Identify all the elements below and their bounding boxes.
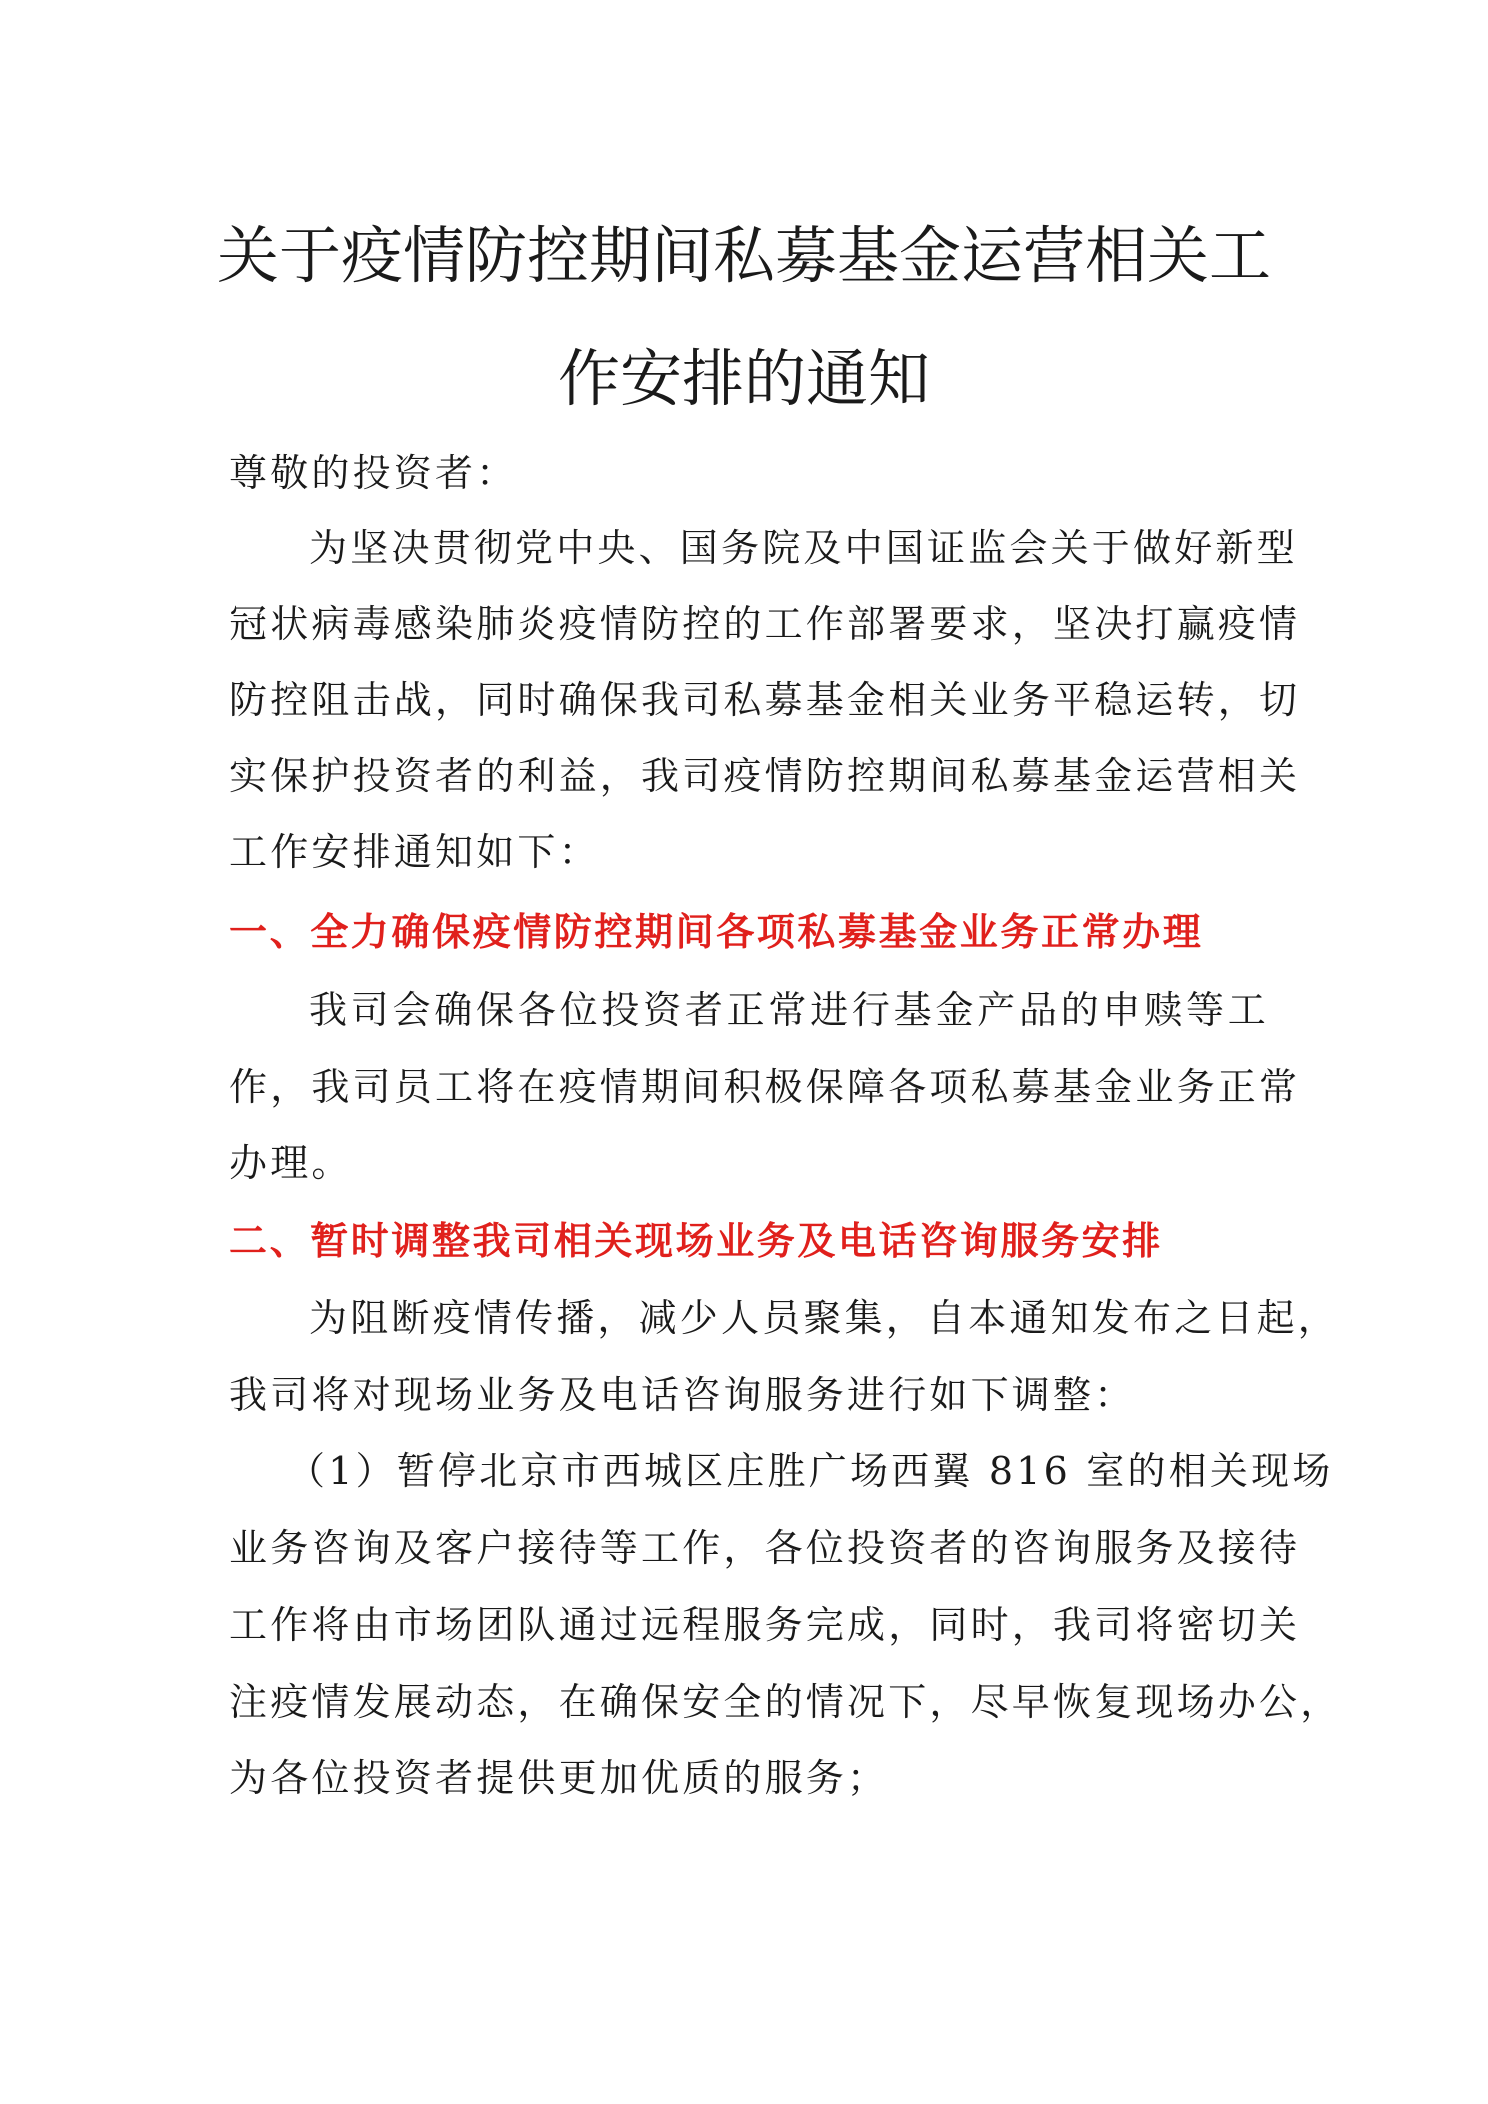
item-1-line: 注疫情发展动态，在确保安全的情况下，尽早恢复现场办公，: [229, 1680, 1342, 1724]
document-title-line-1: 关于疫情防控期间私募基金运营相关工: [216, 219, 1271, 292]
intro-paragraph-line: 为坚决贯彻党中央、国务院及中国证监会关于做好新型: [309, 526, 1298, 570]
section-1-paragraph-line: 办理。: [229, 1141, 353, 1185]
item-1-line: 工作将由市场团队通过远程服务完成，同时，我司将密切关: [229, 1603, 1301, 1647]
section-1-paragraph-line: 作，我司员工将在疫情期间积极保障各项私募基金业务正常: [229, 1065, 1301, 1109]
item-1-line: （1）暂停北京市西城区庄胜广场西翼 816 室的相关现场: [287, 1449, 1334, 1493]
section-2-paragraph-line: 为阻断疫情传播，减少人员聚集，自本通知发布之日起，: [309, 1296, 1340, 1340]
document-title-line-2: 作安排的通知: [557, 342, 930, 415]
item-1-line: 业务咨询及客户接待等工作，各位投资者的咨询服务及接待: [229, 1526, 1301, 1570]
section-1-paragraph-line: 我司会确保各位投资者正常进行基金产品的申赎等工: [309, 988, 1269, 1032]
section-1-heading: 一、全力确保疫情防控期间各项私募基金业务正常办理: [229, 910, 1204, 954]
item-1-line: 为各位投资者提供更加优质的服务；: [229, 1756, 889, 1800]
intro-paragraph-line: 工作安排通知如下：: [229, 830, 600, 874]
intro-paragraph-line: 冠状病毒感染肺炎疫情防控的工作部署要求，坚决打赢疫情: [229, 602, 1301, 646]
salutation: 尊敬的投资者：: [229, 451, 518, 495]
intro-paragraph-line: 防控阻击战，同时确保我司私募基金相关业务平稳运转，切: [229, 678, 1301, 722]
section-2-heading: 二、暂时调整我司相关现场业务及电话咨询服务安排: [229, 1219, 1163, 1263]
section-2-paragraph-line: 我司将对现场业务及电话咨询服务进行如下调整：: [229, 1373, 1136, 1417]
intro-paragraph-line: 实保护投资者的利益，我司疫情防控期间私募基金运营相关: [229, 754, 1301, 798]
